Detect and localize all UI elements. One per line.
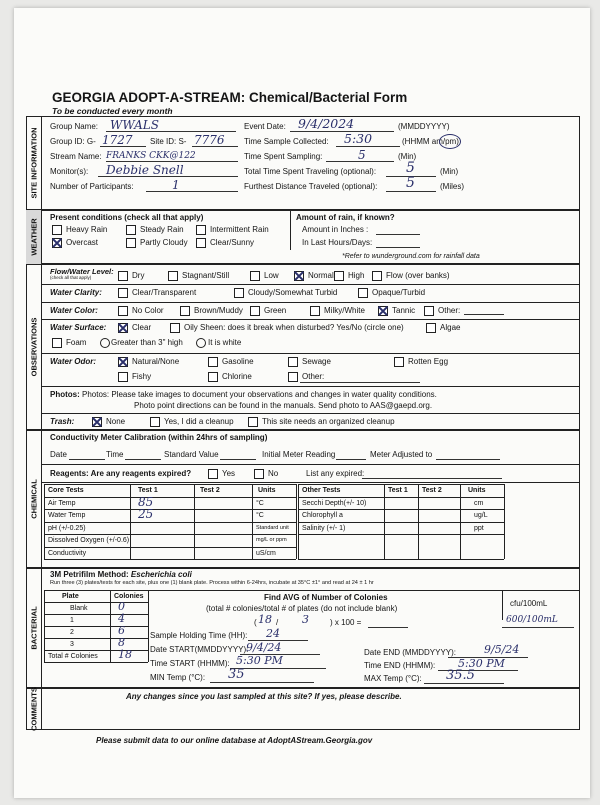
calib-time-label: Time: [106, 450, 124, 459]
surface-algae-label: Algae: [440, 323, 461, 332]
odor-other-checkbox[interactable]: [288, 372, 298, 382]
surface-oily-label: Oily Sheen: does it break when disturbed? Yes/No (circle one): [184, 323, 404, 332]
reagents-yes-checkbox[interactable]: [208, 469, 218, 479]
other-col-line: [418, 484, 419, 559]
pm-circle-mark: [439, 134, 461, 149]
core-unit: uS/cm: [256, 549, 276, 557]
other-row-line: [298, 497, 504, 498]
trash-checkbox-2[interactable]: [248, 417, 258, 427]
flow-label: Flow/Water Level:: [50, 267, 114, 276]
color-checkbox-1[interactable]: [180, 306, 190, 316]
plate-row-line: [44, 638, 148, 639]
time-sample-label: Time Sample Collected:: [244, 137, 329, 146]
odor-other-label: Other:: [302, 372, 325, 381]
heavy-rain-checkbox[interactable]: [52, 225, 62, 235]
core-header-3: Units: [258, 487, 276, 494]
time-end-value[interactable]: 5:30 PM: [458, 657, 505, 670]
avg-denominator[interactable]: 3: [302, 613, 309, 626]
plate-name: Blank: [70, 605, 88, 612]
time-spent-value[interactable]: 5: [358, 148, 366, 162]
site-id-label: Site ID: S-: [150, 137, 187, 146]
core-test1-value[interactable]: 85: [138, 494, 154, 509]
rain-inches-field[interactable]: [376, 234, 420, 235]
calib-adjusted-label: Meter Adjusted to: [370, 450, 433, 459]
core-row-line: [44, 509, 296, 510]
form-title: GEORGIA ADOPT-A-STREAM: Chemical/Bacterial Form: [52, 90, 408, 105]
plate-name: 3: [70, 641, 74, 648]
core-unit: mg/L or ppm: [256, 537, 287, 543]
core-col-line: [296, 484, 297, 559]
other-row-line: [298, 509, 504, 510]
flow-note: (check all that apply): [50, 275, 92, 280]
cfu-label: cfu/100mL: [510, 599, 548, 608]
color-label-3: Milky/White: [324, 306, 365, 315]
color-checkbox-2[interactable]: [250, 306, 260, 316]
core-header-2: Test 2: [200, 487, 220, 494]
trash-label-2: This site needs an organized cleanup: [262, 417, 395, 426]
odor-chlorine-checkbox[interactable]: [208, 372, 218, 382]
clear-sunny-checkbox[interactable]: [196, 238, 206, 248]
odor-label-1: Gasoline: [222, 357, 254, 366]
comments-field[interactable]: [44, 704, 578, 728]
flow-label-0: Dry: [132, 271, 145, 280]
group-id-label: Group ID: G-: [50, 137, 96, 146]
flow-checkbox-2[interactable]: [250, 271, 260, 281]
flow-label-3: Normal: [308, 271, 334, 280]
color-checkbox-0[interactable]: [118, 306, 128, 316]
surface-clear-checkbox[interactable]: [118, 323, 128, 333]
time-end-label: Time END (HHMM):: [364, 661, 436, 670]
color-label-0: No Color: [132, 306, 164, 315]
core-unit: °C: [256, 512, 264, 519]
rainfall-note: *Refer to wunderground.com for rainfall data: [342, 253, 480, 260]
reagents-label: Reagents: Are any reagents expired?: [50, 469, 192, 478]
plate-row-line: [44, 650, 148, 651]
method-title: [50, 570, 192, 580]
core-row-line: [44, 484, 296, 485]
surface-foam-checkbox[interactable]: [52, 338, 62, 348]
plate-row-line: [44, 662, 148, 663]
core-test-name: Air Temp: [48, 499, 76, 507]
flow-label-5: Flow (over banks): [386, 271, 450, 280]
calib-standard-label: Standard Value: [164, 450, 219, 459]
chemical-label: CHEMICAL: [26, 430, 42, 568]
reagents-no-checkbox[interactable]: [254, 469, 264, 479]
colonies-header: Colonies: [114, 593, 144, 600]
plate-colonies[interactable]: 4: [118, 612, 125, 625]
plate-colonies[interactable]: 18: [118, 648, 132, 661]
flow-checkbox-3[interactable]: [294, 271, 304, 281]
steady-rain-checkbox[interactable]: [126, 225, 136, 235]
date-end-label: Date END (MMDDYYYY):: [364, 648, 457, 657]
photos-text-body: Photos: Please take images to document your observations and changes in water quality conditions.: [82, 390, 437, 399]
clarity-label-0: Clear/Transparent: [132, 288, 197, 297]
date-start-label: Date START(MMDDYYYY):: [150, 645, 249, 654]
max-temp-label: MAX Temp (°C):: [364, 674, 422, 683]
other-col-line: [504, 484, 505, 559]
expired-list-label: List any expired:: [306, 469, 365, 478]
core-header-0: Core Tests: [48, 487, 84, 494]
event-date-label: Event Date:: [244, 122, 286, 131]
time-spent-label: Time Spent Sampling:: [244, 152, 323, 161]
flow-label-1: Stagnant/Still: [182, 271, 230, 280]
odor-label-0: Natural/None: [132, 357, 180, 366]
weather-label: WEATHER: [26, 210, 42, 264]
intermittent-rain-checkbox[interactable]: [196, 225, 206, 235]
avg-top-line: [148, 590, 580, 591]
comments-label: COMMENTS: [26, 688, 42, 730]
rain-hours-label: In Last Hours/Days:: [302, 238, 373, 247]
color-checkbox-5[interactable]: [424, 306, 434, 316]
other-test-name: Secchi Depth(+/- 10): [302, 499, 367, 507]
rain-inches-label: Amount in Inches :: [302, 225, 369, 234]
flow-label-2: Low: [264, 271, 279, 280]
min-temp-value[interactable]: 35: [228, 667, 245, 682]
core-unit: Standard unit: [256, 524, 289, 531]
plate-header: Plate: [62, 593, 79, 600]
clarity-checkbox-1[interactable]: [234, 288, 244, 298]
color-label-4: Tannic: [392, 306, 416, 315]
flow-label-4: High: [348, 271, 365, 280]
other-col-line: [384, 484, 385, 559]
core-col-line: [44, 484, 45, 559]
core-test-name: Conductivity: [48, 549, 87, 557]
present-conditions-label: Present conditions (check all that apply): [50, 213, 204, 222]
foam-greater-radio[interactable]: [100, 338, 110, 348]
group-id-value[interactable]: 1727: [102, 133, 133, 147]
stream-name-value[interactable]: FRANKS CKK@122: [106, 151, 196, 161]
other-test-name: Chlorophyll a: [302, 512, 343, 519]
overcast-checkbox[interactable]: [52, 238, 62, 248]
distance-value[interactable]: 5: [406, 175, 415, 191]
odor-label-3: Rotten Egg: [408, 357, 449, 366]
core-test-name: pH (+/-0.25): [48, 524, 86, 532]
x100-text: ) x 100 =: [330, 618, 362, 627]
photos-text: Photos: Photos: Please take images to document your observations and changes in water quality conditions.: [50, 390, 437, 399]
plate-col-line: [148, 590, 149, 662]
clarity-label: Water Clarity:: [50, 288, 102, 297]
foam-white-radio[interactable]: [196, 338, 206, 348]
flow-checkbox-4[interactable]: [334, 271, 344, 281]
calib-initial-label: Initial Meter Reading: [262, 450, 336, 459]
other-row-line: [298, 484, 504, 485]
holding-label: Sample Holding Time (HH):: [150, 631, 248, 640]
plate-name: Total # Colonies: [48, 653, 98, 660]
avg-numerator[interactable]: 18: [258, 613, 272, 626]
color-label-1: Brown/Muddy: [194, 306, 243, 315]
min-temp-label: MIN Temp (°C):: [150, 673, 206, 682]
other-header-0: Other Tests: [302, 487, 341, 494]
method-note: Run three (3) plates/tests for each site, plus one (1) blank plate. Process within 6-24hrs, incubate at 35°C ±1° and read at 24 ± 1 hr: [50, 580, 374, 586]
trash-label-0: None: [106, 417, 126, 426]
travel-time-value[interactable]: 5: [406, 160, 415, 176]
group-name-value[interactable]: WWALS: [110, 118, 159, 132]
group-name-label: Group Name:: [50, 122, 99, 131]
core-unit: °C: [256, 499, 264, 507]
odor-checkbox-3[interactable]: [394, 357, 404, 367]
event-date-format: (MMDDYYYY): [398, 122, 450, 131]
observations-label: OBSERVATIONS: [26, 264, 42, 430]
time-start-label: Time START (HHMM):: [150, 659, 230, 668]
calibration-label: Conductivity Meter Calibration (within 24hrs of sampling): [50, 433, 268, 442]
overcast-label: Overcast: [66, 238, 99, 247]
color-checkbox-4[interactable]: [378, 306, 388, 316]
calib-date-label: Date: [50, 450, 67, 459]
flow-checkbox-0[interactable]: [118, 271, 128, 281]
partly-cloudy-label: Partly Cloudy: [140, 238, 188, 247]
other-row-line: [298, 559, 504, 560]
participants-label: Number of Participants:: [50, 182, 134, 191]
color-label: Water Color:: [50, 306, 98, 315]
method-label: 3M Petrifilm Method:: [50, 570, 129, 579]
plate-row-line: [44, 602, 148, 603]
travel-time-unit: (Min): [440, 167, 459, 176]
bacterial-label: BACTERIAL: [26, 568, 42, 688]
plate-col-line: [44, 590, 45, 662]
color-checkbox-3[interactable]: [310, 306, 320, 316]
date-start-value[interactable]: 9/4/24: [246, 641, 282, 654]
surface-clear-label: Clear: [132, 323, 152, 332]
distance-unit: (Miles): [440, 182, 464, 191]
core-row-line: [44, 497, 296, 498]
odor-fishy-label: Fishy: [132, 372, 152, 381]
core-row-line: [44, 534, 296, 535]
stream-name-label: Stream Name:: [50, 152, 102, 161]
time-spent-unit: (Min): [398, 152, 417, 161]
plate-row-line: [44, 590, 148, 591]
holding-value[interactable]: 24: [266, 627, 280, 640]
odor-label-2: Sewage: [302, 357, 331, 366]
flow-checkbox-1[interactable]: [168, 271, 178, 281]
intermittent-rain-label: Intermittent Rain: [210, 225, 269, 234]
clarity-label-1: Cloudy/Somewhat Turbid: [248, 288, 338, 297]
date-end-value[interactable]: 9/5/24: [484, 643, 520, 656]
surface-foam-label: Foam: [66, 338, 87, 347]
heavy-rain-label: Heavy Rain: [66, 225, 108, 234]
site-id-value[interactable]: 7776: [194, 133, 225, 147]
color-label-2: Green: [264, 306, 287, 315]
other-header-2: Test 2: [422, 487, 442, 494]
plate-colonies[interactable]: 0: [118, 600, 125, 613]
core-row-line: [44, 559, 296, 560]
surface-oily-checkbox[interactable]: [170, 323, 180, 333]
plate-row-line: [44, 614, 148, 615]
flow-checkbox-5[interactable]: [372, 271, 382, 281]
plate-colonies[interactable]: 8: [118, 636, 125, 649]
trash-checkbox-0[interactable]: [92, 417, 102, 427]
plate-name: 1: [70, 617, 74, 624]
travel-time-label: Total Time Spent Traveling (optional):: [244, 167, 377, 176]
method-name: Escherichia coli: [130, 570, 192, 579]
form-page: GEORGIA ADOPT-A-STREAM: Chemical/Bacterial Form To be conducted every month SITE INFORMATION Group Name: WWALS Group ID: G- 1727 Site ID: S- 7776 Stream Name: FRANKS CKK@122 Monitor(s): Debbie Snell Number of Participants: 1 Event Date: 9/4/2024 (MMDDYYYY) Time Sample Collected: 5:30 (HHMM am/pm) Time Spent Sampling: 5 (Min) Total Time Spent Traveling (optional): 5 (Min) Furthest Distance Traveled (optional): 5 (Miles) WEATHER Present conditions (check all that apply) Heavy Rain Steady Rain Intermittent Rain Overcast Partly Cloudy Clear/Sunny Amount of rain, if known? Amount in Inches : In Last Hours/Days: *Refer to wunderground.com for rainfall data OBSERVATIONS Flow/Water Level: (check all that apply) Water Clarity: Water Color: Water Surface: Clear Oily Sheen: does it break when disturbed? Yes/No (circle one) Algae Foam Greater than 3" high It is white Water Odor: Photos: Photos: Please take images to document your observations and changes in water quality conditions. Photo point directions can be found in the manuals. Send photo to AAS@gaepd.org. Trash: CHEMICAL Conductivity Meter Calibration (within 24hrs of sampling) Date Time Standard Value Initial Meter Reading Meter Adjusted to Reagents: Are any reagents expired? Yes No List any expired: BACTERIAL 3M Petrifilm Method: Escherichia coli Run three (3) plates/tests for each site, plus one (1) blank plate. Process within 6-24hrs, incubate at 35°C ±1° and read at 24 ± 1 hr Find AVG of Number of Colonies (total # colonies/total # of plates (do not include blank) cfu/100mL ( 18 / 3 ) x 100 = 600/100mL Sample Holding Time (HH): 24 Date START(MMDDYYYY): 9/4/24 Time START (HHMM): 5:30 PM MIN Temp (°C): 35 Date END (MMDDYYYY): 9/5/24 Time END (HHMM): 5:30 PM MAX Temp (°C): 35.5 COMMENTS Any changes since you last sampled at this site? If yes, please describe. Please submit data to our online database at AdoptAStream.Georgia.gov Dry Stagnant/Still Low Normal High Flow (over banks) Clear/Transparent Cloudy/Somewhat Turbid Opaque/Turbid No Color Brown/Muddy Green Milky/White Tannic Other: Natural/None Gasoline Sewage Rotten Egg Fishy Chlorine Other: None Yes, I did a cleanup This site needs an organized cleanup Core Tests Test 1 Test 2 Units Air Temp 85 °C Water Temp 25 °C pH (+/-0.25) Standard unit Dissolved Oxygen (+/-0.6) mg/L or ppm Conductivity uS/cm Other Tests Test 1 Test 2 Units Secchi Depth(+/- 10) cm Chlorophyll a ug/L Salinity (+/- 1) ppt Plate Colonies Blank 0 1 4 2 6 3 8 Total # Colonies 18: [14, 8, 590, 798]
time-start-value[interactable]: 5:30 PM: [236, 654, 283, 667]
event-date-value[interactable]: 9/4/2024: [298, 116, 355, 131]
surface-label: Water Surface:: [50, 323, 107, 332]
odor-checkbox-1[interactable]: [208, 357, 218, 367]
clarity-checkbox-2[interactable]: [358, 288, 368, 298]
color-label-5: Other:: [438, 306, 461, 315]
other-header-3: Units: [468, 487, 486, 494]
cfu-result[interactable]: 600/100mL: [506, 615, 558, 625]
trash-label-1: Yes, I did a cleanup: [164, 417, 234, 426]
participants-value[interactable]: 1: [172, 178, 180, 192]
time-sample-format: (HHMM am/pm): [402, 137, 459, 146]
trash-checkbox-1[interactable]: [150, 417, 160, 427]
reagents-no-label: No: [268, 469, 279, 478]
other-row-line: [298, 534, 504, 535]
other-unit: ppt: [474, 524, 484, 532]
odor-checkbox-0[interactable]: [118, 357, 128, 367]
other-unit: cm: [474, 499, 484, 507]
other-row-line: [298, 522, 504, 523]
trash-label: Trash:: [50, 417, 75, 426]
clarity-checkbox-0[interactable]: [118, 288, 128, 298]
clarity-label-2: Opaque/Turbid: [372, 288, 426, 297]
core-col-line: [252, 484, 253, 559]
reagents-yes-label: Yes: [222, 469, 236, 478]
core-row-line: [44, 547, 296, 548]
odor-label: Water Odor:: [50, 357, 97, 366]
avg-formula: (total # colonies/total # of plates (do not include blank): [206, 604, 398, 613]
core-row-line: [44, 522, 296, 523]
plate-row-line: [44, 626, 148, 627]
footer-text: Please submit data to our online database at AdoptAStream.Georgia.gov: [96, 736, 373, 745]
plate-col-line: [110, 590, 111, 662]
other-unit: ug/L: [474, 512, 488, 519]
form-subtitle: To be conducted every month: [52, 106, 173, 116]
plate-colonies[interactable]: 6: [118, 624, 125, 637]
core-col-line: [194, 484, 195, 559]
core-test-name: Dissolved Oxygen (+/-0.6): [48, 537, 130, 544]
other-col-line: [298, 484, 299, 559]
foam-white-label: It is white: [208, 338, 242, 347]
surface-algae-checkbox[interactable]: [426, 323, 436, 333]
site-info-label: SITE INFORMATION: [26, 116, 42, 210]
core-test1-value[interactable]: 25: [138, 507, 154, 521]
odor-checkbox-2[interactable]: [288, 357, 298, 367]
photos-text-2: Photo point directions can be found in the manuals. Send photo to AAS@gaepd.org.: [134, 401, 433, 410]
core-col-line: [130, 484, 131, 559]
partly-cloudy-checkbox[interactable]: [126, 238, 136, 248]
time-sample-value[interactable]: 5:30: [344, 131, 373, 146]
core-test-name: Water Temp: [48, 512, 86, 519]
core-header-1: Test 1: [138, 487, 158, 494]
other-col-line: [460, 484, 461, 559]
distance-label: Furthest Distance Traveled (optional):: [244, 182, 378, 191]
monitors-value[interactable]: Debbie Snell: [106, 163, 184, 177]
odor-fishy-checkbox[interactable]: [118, 372, 128, 382]
plate-name: 2: [70, 629, 74, 636]
max-temp-value[interactable]: 35.5: [446, 668, 475, 683]
comments-prompt: Any changes since you last sampled at this site? If yes, please describe.: [126, 692, 402, 701]
other-header-1: Test 1: [388, 487, 408, 494]
rain-amount-label: Amount of rain, if known?: [296, 213, 395, 222]
rain-hours-field[interactable]: [376, 247, 420, 248]
monitors-label: Monitor(s):: [50, 167, 89, 176]
avg-label: Find AVG of Number of Colonies: [264, 593, 388, 602]
odor-chlorine-label: Chlorine: [222, 372, 252, 381]
foam-greater-label: Greater than 3" high: [111, 338, 183, 347]
clear-sunny-label: Clear/Sunny: [210, 238, 255, 247]
other-test-name: Salinity (+/- 1): [302, 524, 346, 532]
steady-rain-label: Steady Rain: [140, 225, 184, 234]
